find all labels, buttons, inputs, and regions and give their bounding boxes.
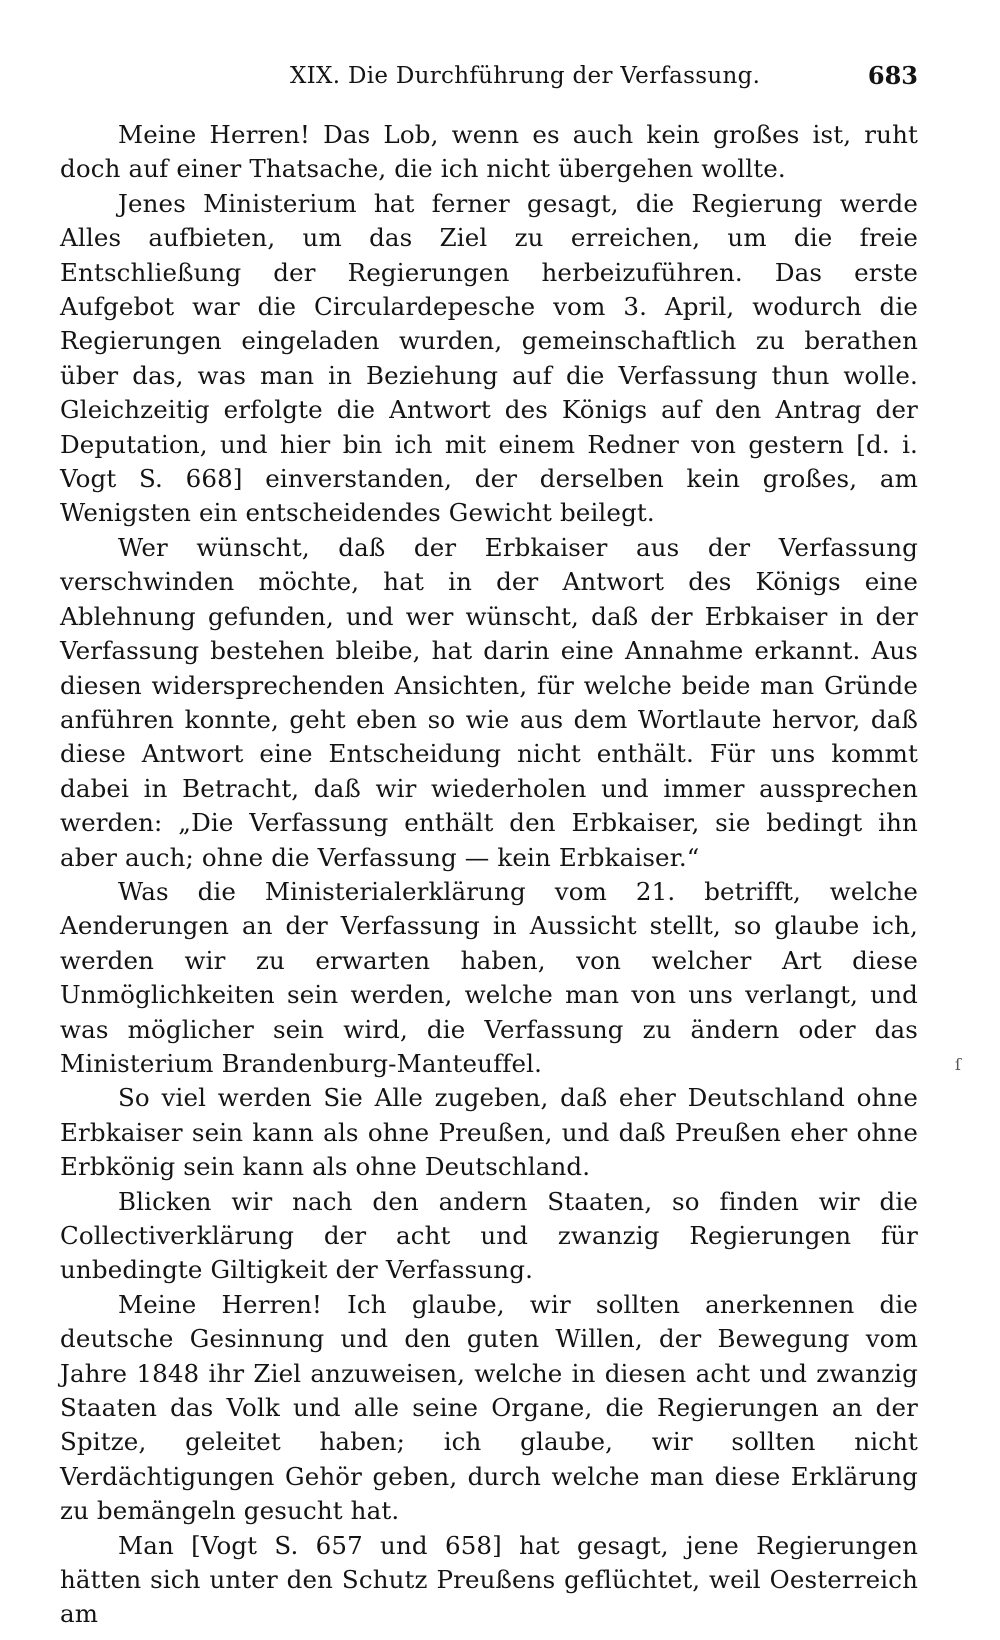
running-head bbox=[60, 56, 918, 96]
paragraph-4: Was die Ministerialerklärung vom 21. betrifft, welche Aenderungen an der Verfassung in Aussicht stellt, so glaube ich, werden wir zu erwarten haben, von welcher Art diese Unmöglichkeiten sein werden, welche man von uns verlangt, und was möglicher sein wird, die Verfassung zu ändern oder das Ministerium Brandenburg-Manteuffel. bbox=[60, 876, 918, 1078]
paragraph-2: Jenes Ministerium hat ferner gesagt, die Regierung werde Alles aufbieten, um das Ziel zu erreichen, um die freie Entschließung der Regierungen herbeizuführen. Das erste Aufgebot war die Circulardepesche vom 3. April, wodurch die Regierungen eingeladen wurden, gemeinschaftlich zu berathen über das, was man in Beziehung auf die Verfassung thun wolle. Gleichzeitig erfolgte die Antwort des Königs auf den Antrag der Deputation, und hier bin ich mit einem Redner von gestern [d. i. Vogt S. 668] einverstanden, der derselben kein großes, am Wenigsten ein entscheidendes Gewicht beilegt. bbox=[60, 188, 918, 528]
paragraph-1: Meine Herren! Das Lob, wenn es auch kein großes ist, ruht doch auf einer Thatsache, die ich nicht übergehen wollte. bbox=[60, 120, 918, 184]
paragraph-3: Wer wünscht, daß der Erbkaiser aus der Verfassung verschwinden möchte, hat in der Antwort des Königs eine Ablehnung gefunden, und wer wünscht, daß der Erbkaiser in der Verfassung bestehen bleibe, hat darin eine Annahme erkannt. Aus diesen widersprechenden Ansichten, für welche beide man Gründe anführen konnte, geht eben so wie aus dem Wortlaute hervor, daß diese Antwort eine Entscheidung nicht enthält. Für uns kommt dabei in Betracht, daß wir wiederholen und immer aussprechen werden: „Die Verfassung enthält den Erbkaiser, sie bedingt ihn aber auch; ohne die Verfassung — kein Erbkaiser.“ bbox=[60, 532, 918, 872]
margin-mark: ſ bbox=[955, 1055, 961, 1074]
body-text bbox=[60, 118, 918, 1632]
running-title: XIX. Die Durchführung der Verfassung. bbox=[290, 63, 761, 89]
paragraph-7: Meine Herren! Ich glaube, wir sollten anerkennen die deutsche Gesinnung und den guten Willen, der Bewegung vom Jahre 1848 ihr Ziel anzuweisen, welche in diesen acht und zwanzig Staaten das Volk und alle seine Organe, die Regierungen an der Spitze, geleitet haben; ich glaube, wir sollten nicht Verdächtigungen Gehör geben, durch welche man diese Erklärung zu bemängeln gesucht hat. bbox=[60, 1289, 918, 1526]
paragraph-8: Man [Vogt S. 657 und 658] hat gesagt, jene Regierungen hätten sich unter den Schutz Preußens geflüchtet, weil Oesterreich am bbox=[60, 1530, 918, 1629]
paragraph-5: So viel werden Sie Alle zugeben, daß eher Deutschland ohne Erbkaiser sein kann als ohne Preußen, und daß Preußen eher ohne Erbkönig sein kann als ohne Deutschland. bbox=[60, 1083, 918, 1182]
paragraph-6: Blicken wir nach den andern Staaten, so finden wir die Collectiverklärung der acht und zwanzig Regierungen für unbedingte Giltigkeit der Verfassung. bbox=[60, 1186, 918, 1285]
page-number: 683 bbox=[867, 61, 918, 90]
